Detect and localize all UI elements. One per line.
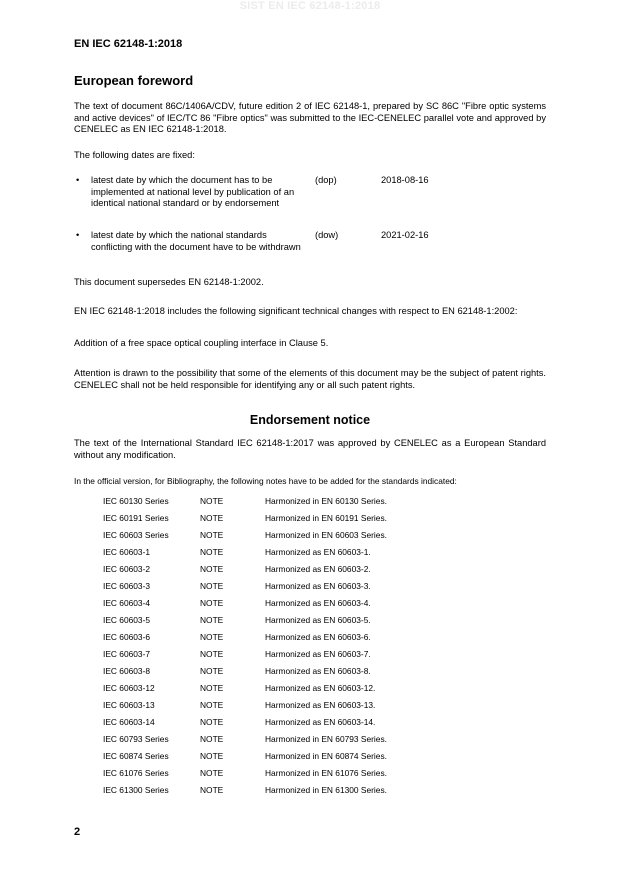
note-standard: IEC 60603-3 [103,581,151,591]
note-row [103,734,503,751]
note-text: Harmonized as EN 60603-3. [265,581,371,591]
note-row [103,564,503,581]
note-standard: IEC 60603-6 [103,632,151,642]
note-standard: IEC 60603-8 [103,666,151,676]
note-standard: IEC 61300 Series [103,785,169,795]
endorsement-text: The text of the International Standard IEC 62148-1:2017 was approved by CENELEC as a European Standard without any modification. [74,438,546,460]
note-label: NOTE [200,785,224,795]
note-label: NOTE [200,530,224,540]
foreword-heading: European foreword [74,73,194,88]
date-value: 2021-02-16 [381,230,429,240]
note-label: NOTE [200,615,224,625]
date-value: 2018-08-16 [381,175,429,185]
note-text: Harmonized in EN 60874 Series. [265,751,387,761]
note-row [103,768,503,785]
notes-list [103,496,503,802]
note-row [103,530,503,547]
note-label: NOTE [200,598,224,608]
note-text: Harmonized as EN 60603-7. [265,649,371,659]
note-row [103,649,503,666]
date-code: (dow) [315,230,339,240]
note-label: NOTE [200,717,224,727]
note-row [103,683,503,700]
note-row [103,751,503,768]
note-standard: IEC 60603-4 [103,598,151,608]
note-row [103,615,503,632]
note-row [103,666,503,683]
note-text: Harmonized in EN 61300 Series. [265,785,387,795]
note-text: Harmonized as EN 60603-6. [265,632,371,642]
note-text: Harmonized as EN 60603-4. [265,598,371,608]
note-standard: IEC 60191 Series [103,513,169,523]
note-label: NOTE [200,700,224,710]
note-label: NOTE [200,649,224,659]
note-row [103,785,503,802]
dates-intro: The following dates are fixed: [74,150,195,160]
foreword-intro: The text of document 86C/1406A/CDV, future edition 2 of IEC 62148-1, prepared by SC 86C "Fibre optic systems and active devices" of IEC/TC 86 "Fibre optics" was submitted to the IEC-CENELEC parallel vote and approved by CENELEC as EN IEC 62148-1:2018. [74,101,546,134]
note-label: NOTE [200,751,224,761]
note-text: Harmonized as EN 60603-1. [265,547,371,557]
note-text: Harmonized in EN 60130 Series. [265,496,387,506]
patent-notice: Attention is drawn to the possibility that some of the elements of this document may be the subject of patent rights. CENELEC shall not be held responsible for identifying any or all such patent rights. [74,368,546,390]
note-label: NOTE [200,683,224,693]
note-row [103,496,503,513]
note-label: NOTE [200,734,224,744]
note-standard: IEC 60603-14 [103,717,155,727]
note-text: Harmonized as EN 60603-13. [265,700,376,710]
note-text: Harmonized as EN 60603-12. [265,683,376,693]
note-standard: IEC 60130 Series [103,496,169,506]
note-text: Harmonized as EN 60603-8. [265,666,371,676]
bullet: • [76,230,80,240]
note-standard: IEC 60603-13 [103,700,155,710]
note-row [103,700,503,717]
note-row [103,581,503,598]
note-label: NOTE [200,564,224,574]
note-text: Harmonized in EN 60603 Series. [265,530,387,540]
page-number: 2 [74,826,81,838]
note-standard: IEC 60603-12 [103,683,155,693]
endorsement-heading: Endorsement notice [249,413,371,427]
note-text: Harmonized in EN 60793 Series. [265,734,387,744]
changes-text: Addition of a free space optical coupling interface in Clause 5. [74,338,329,348]
watermark: SIST EN IEC 62148-1:2018 [239,0,381,12]
note-label: NOTE [200,768,224,778]
note-row [103,632,503,649]
note-label: NOTE [200,547,224,557]
note-row [103,717,503,734]
note-text: Harmonized as EN 60603-14. [265,717,376,727]
note-standard: IEC 60603 Series [103,530,169,540]
date-description: latest date by which the national standards conflicting with the document have to be withdrawn [91,230,301,252]
date-code: (dop) [315,175,337,185]
document-id: EN IEC 62148-1:2018 [74,38,183,50]
note-standard: IEC 60603-5 [103,615,151,625]
bullet: • [76,175,80,185]
note-label: NOTE [200,666,224,676]
note-standard: IEC 60874 Series [103,751,169,761]
note-standard: IEC 61076 Series [103,768,169,778]
note-standard: IEC 60793 Series [103,734,169,744]
note-text: Harmonized in EN 60191 Series. [265,513,387,523]
note-row [103,547,503,564]
note-label: NOTE [200,581,224,591]
note-label: NOTE [200,496,224,506]
note-text: Harmonized in EN 61076 Series. [265,768,387,778]
note-row [103,513,503,530]
note-standard: IEC 60603-7 [103,649,151,659]
note-text: Harmonized as EN 60603-5. [265,615,371,625]
date-description: latest date by which the document has to be implemented at national level by publication of an identical national standard or by endorsement [91,175,295,208]
note-standard: IEC 60603-2 [103,564,151,574]
supersedes-text: This document supersedes EN 62148-1:2002. [74,277,264,287]
note-row [103,598,503,615]
note-standard: IEC 60603-1 [103,547,151,557]
note-label: NOTE [200,513,224,523]
note-label: NOTE [200,632,224,642]
changes-intro: EN IEC 62148-1:2018 includes the following significant technical changes with respect to EN 62148-1:2002: [74,306,518,316]
note-text: Harmonized as EN 60603-2. [265,564,371,574]
bibliography-intro: In the official version, for Bibliography, the following notes have to be added for the standards indicated: [74,476,457,486]
